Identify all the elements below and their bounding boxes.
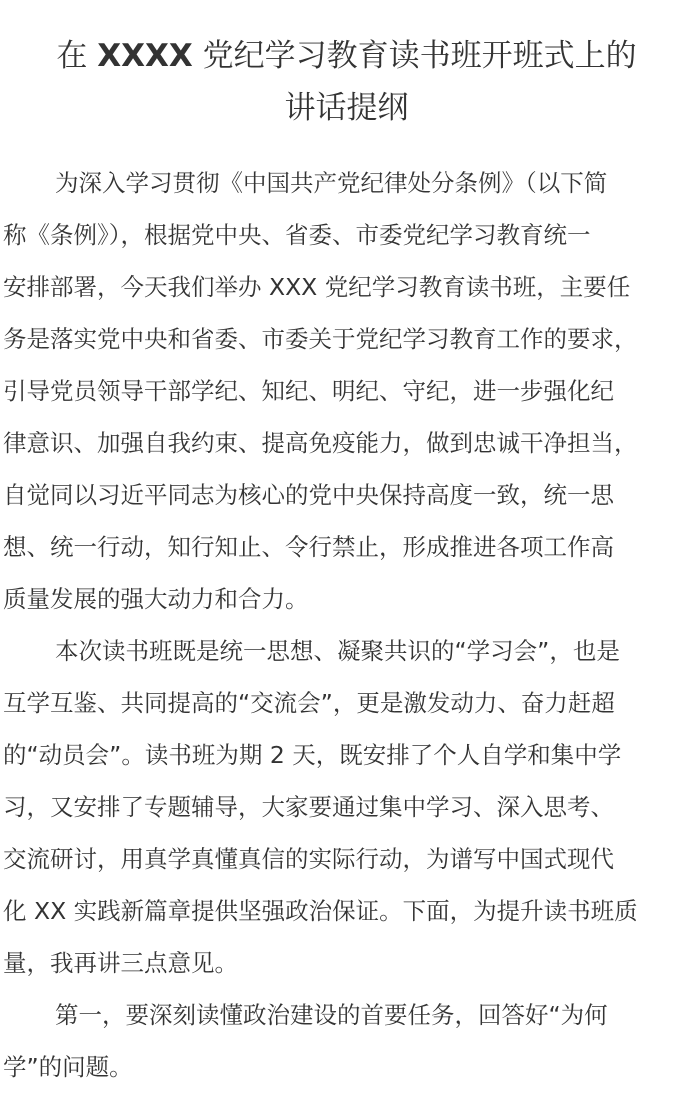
paragraph-line: 称《条例》），根据党中央、省委、市委党纪学习教育统一 bbox=[3, 221, 591, 249]
title-prefix: 在 bbox=[56, 38, 98, 74]
paragraph-line: 自觉同以习近平同志为核心的党中央保持高度一致，统一思 bbox=[3, 481, 614, 509]
paragraph-line: 交流研讨，用真学真懂真信的实际行动，为谱写中国式现代 bbox=[3, 845, 614, 873]
paragraph-1 bbox=[3, 157, 693, 625]
paragraph-line: 引导党员领导干部学纪、知纪、明纪、守纪，进一步强化纪 bbox=[3, 377, 614, 405]
title-suffix: 党纪学习教育读书班开班式上的 bbox=[192, 38, 637, 74]
paragraph-line: 的“动员会”。读书班为期 2 天，既安排了个人自学和集中学 bbox=[3, 741, 622, 769]
paragraph-line: 务是落实党中央和省委、市委关于党纪学习教育工作的要求， bbox=[3, 325, 638, 353]
paragraph-line: 学”的问题。 bbox=[3, 1053, 133, 1081]
paragraph-line: 互学互鉴、共同提高的“交流会”，更是激发动力、奋力赶超 bbox=[3, 689, 615, 717]
paragraph-line: 为深入学习贯彻《中国共产党纪律处分条例》（以下简 bbox=[55, 169, 608, 197]
title-placeholder-org: XXXX bbox=[97, 38, 193, 74]
paragraph-line: 安排部署，今天我们举办 XXX 党纪学习教育读书班，主要任 bbox=[3, 273, 631, 301]
title-line-1 bbox=[0, 30, 693, 82]
document-body bbox=[3, 157, 693, 1093]
paragraph-line: 量，我再讲三点意见。 bbox=[3, 949, 238, 977]
paragraph-2 bbox=[3, 625, 693, 989]
paragraph-line: 质量发展的强大动力和合力。 bbox=[3, 585, 309, 613]
paragraph-line: 习，又安排了专题辅导，大家要通过集中学习、深入思考、 bbox=[3, 793, 614, 821]
paragraph-3 bbox=[3, 989, 693, 1093]
paragraph-line: 律意识、加强自我约束、提高免疫能力，做到忠诚干净担当， bbox=[3, 429, 638, 457]
paragraph-line: 化 XX 实践新篇章提供坚强政治保证。下面，为提升读书班质 bbox=[3, 897, 638, 925]
paragraph-line: 本次读书班既是统一思想、凝聚共识的“学习会”，也是 bbox=[55, 637, 620, 665]
document-title bbox=[0, 30, 693, 134]
title-line-2: 讲话提纲 bbox=[284, 90, 409, 126]
paragraph-line: 想、统一行动，知行知止、令行禁止，形成推进各项工作高 bbox=[3, 533, 614, 561]
paragraph-line: 第一，要深刻读懂政治建设的首要任务，回答好“为何 bbox=[55, 1001, 608, 1029]
